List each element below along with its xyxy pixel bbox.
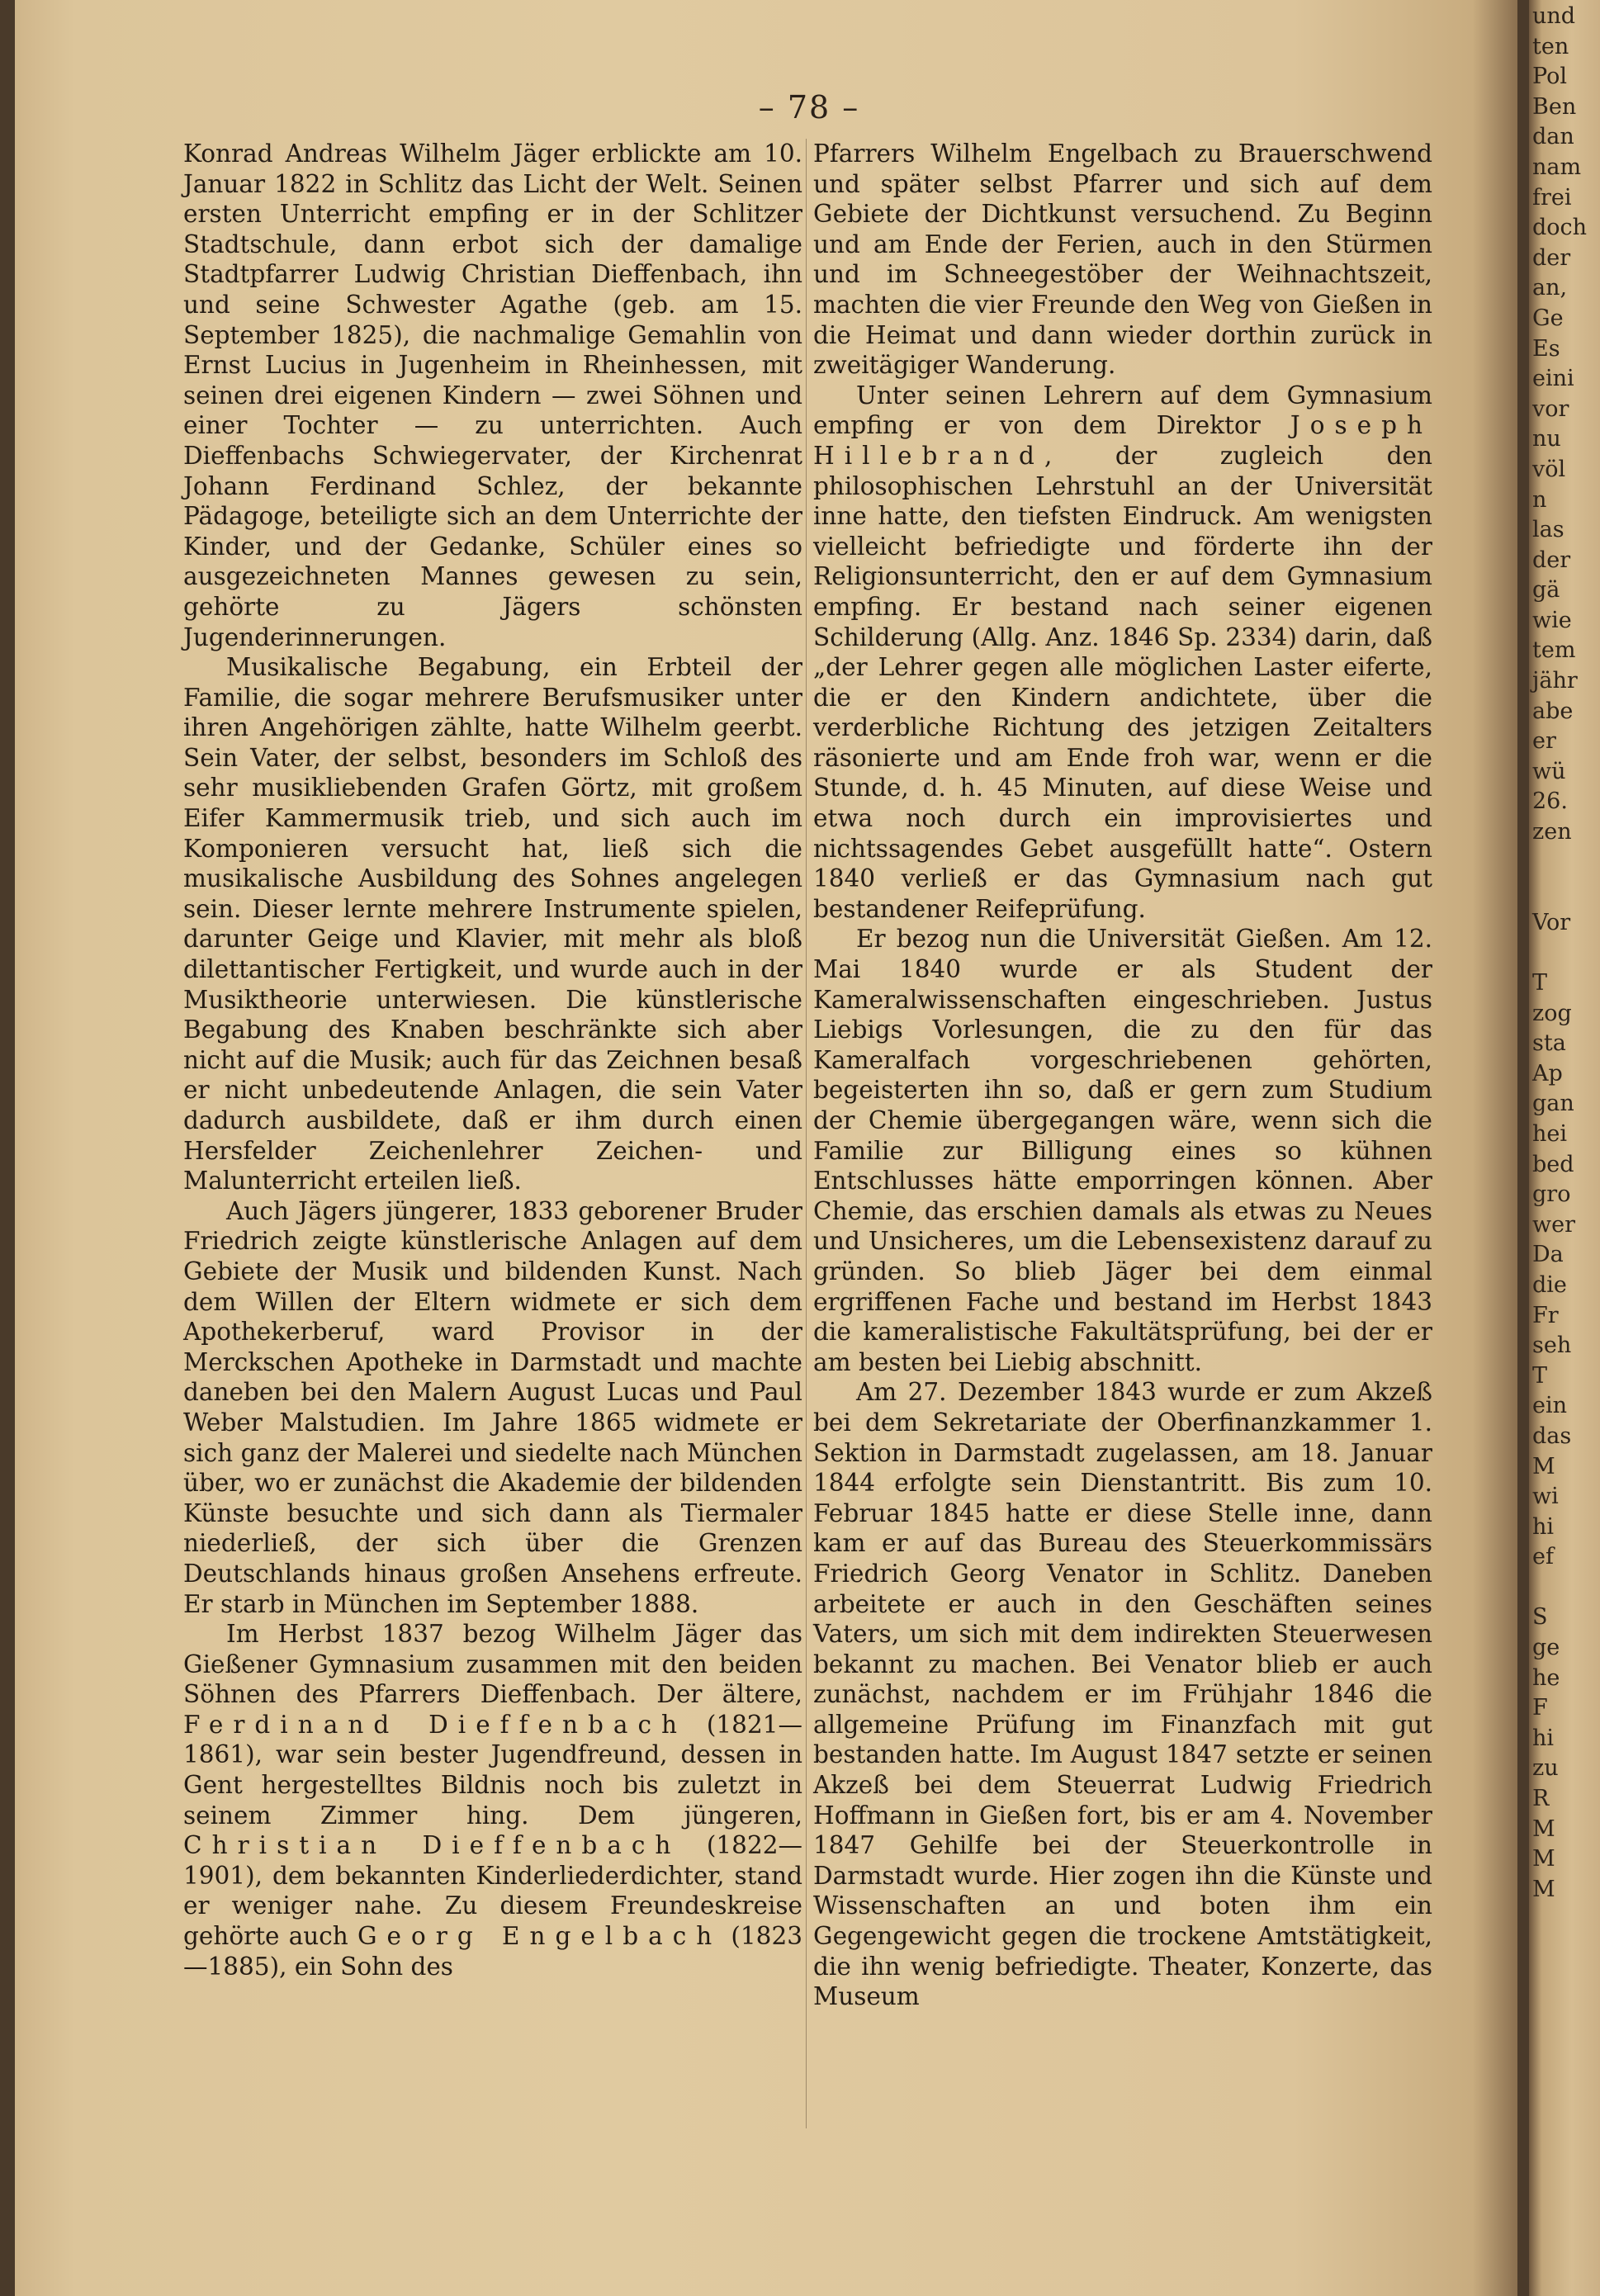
edge-line-fragment: T xyxy=(1532,1362,1548,1389)
edge-line-fragment: an, xyxy=(1532,275,1568,301)
edge-line-fragment: Fr xyxy=(1532,1302,1559,1328)
paragraph-civil-service: Am 27. Dezember 1843 wurde er zum Akzeß bei dem Sekretariate der Oberfinanzkammer 1. Sektion in Darmstadt zugelassen, am 18. Januar 1844 erfolgte sein Dienstantritt. Bis zum 10. Februar 1845 hatte er diese Stelle inne, dann kam er auf das Bureau des Steuerkommissärs Friedrich Georg Venator in Schlitz. Daneben arbeitete er auch in den Geschäften seines Vaters, um sich mit dem indirekten Steuerwesen bekannt zu machen. Bei Venator blieb er auch zunächst, nachdem er im Frühjahr 1846 die allgemeine Prüfung im Finanzfach mit gut bestanden hatte. Im August 1847 setzte er seinen Akzeß bei dem Steuerrat Ludwig Friedrich Hoffmann in Gießen fort, bis er am 4. November 1847 Gehilfe bei der Steuerkontrolle in Darmstadt wurde. Hier zogen ihn die Künste und Wissenschaften an und boten ihm ein Gegengewicht gegen die trockene Amtstätigkeit, die ihn wenig befriedigte. Theater, Konzerte, das Museum xyxy=(813,1378,1432,2011)
column-divider xyxy=(806,139,807,2128)
paragraph-text: (1821—1861), war sein bester Jugendfreund, dessen in Gent hergestelltes Bildnis noch bis zuletzt in seinem Zimmer hing. Dem jüngeren, xyxy=(183,1710,802,1830)
edge-line-fragment: Ge xyxy=(1532,305,1564,331)
edge-line-fragment: die xyxy=(1532,1271,1567,1298)
edge-line-fragment: zog xyxy=(1532,1000,1572,1026)
paragraph-musical-talent: Musikalische Begabung, ein Erbteil der Familie, die sogar mehrere Berufsmusiker unter ihren Angehörigen zählte, hatte Wilhelm geerbt. Sein Vater, der selbst, besonders im Schloß des sehr musikliebenden Grafen Görtz, mit großem Eifer Kammermusik trieb, und sich auch im Komponieren versucht hat, ließ sich die musikalische Ausbildung des Sohnes angelegen sein. Dieser lernte mehrere Instrumente spielen, darunter Geige und Klavier, mit mehr als bloß dilettantischer Fertigkeit, und wurde auch in der Musiktheorie unterwiesen. Die künstlerische Begabung des Knaben beschränkte sich aber nicht auf die Musik; auch für das Zeichnen besaß er nicht unbedeutende Anlagen, die sein Vater dadurch ausbildete, daß er ihm durch einen Hersfelder Zeichenlehrer Zeichen- und Malunterricht erteilen ließ. xyxy=(183,653,802,1195)
edge-line-fragment: hi xyxy=(1532,1725,1555,1751)
adjacent-page-text-fragments xyxy=(1529,2,1600,1905)
edge-line-fragment: vor xyxy=(1532,395,1569,422)
edge-line-fragment: nam xyxy=(1532,154,1582,180)
paragraph-text: (1822—1901), dem bekannten Kinderliederdichter, stand er weniger nahe. Zu diesem Freundeskreise gehörte auch xyxy=(183,1831,802,1951)
paragraph-university: Er bezog nun die Universität Gießen. Am 12. Mai 1840 wurde er als Student der Kameralwissenschaften eingeschrieben. Justus Liebigs Vorlesungen, die zu den für das Kameralfach vorgeschriebenen gehörten, begeisterten ihn so, daß er gern zum Studium der Chemie übergegangen wäre, wenn sich die Familie zur Billigung eines so kühnen Entschlusses hätte emporringen können. Aber Chemie, das erschien damals als etwas zu Neues und Unsicheres, um die Lebensexistenz darauf zu gründen. So blieb Jäger bei dem einmal ergriffenen Fache und bestand im Herbst 1843 die kameralistische Fakultätsprüfung, bei der er am besten bei Liebig abschnitt. xyxy=(813,925,1432,1376)
edge-line-fragment: ge xyxy=(1532,1635,1560,1661)
edge-line-fragment: dan xyxy=(1532,124,1574,150)
edge-line-fragment: n xyxy=(1532,486,1547,513)
edge-line-fragment: hei xyxy=(1532,1120,1568,1147)
edge-line-fragment: doch xyxy=(1532,215,1588,241)
person-name: Joseph Hillebrand xyxy=(813,411,1432,470)
edge-line-fragment: gro xyxy=(1532,1181,1571,1208)
edge-line-fragment: und xyxy=(1532,3,1576,29)
paragraph-text: Unter seinen Lehrern auf dem Gymnasium empfing er von dem Direktor xyxy=(813,381,1432,440)
edge-line-fragment: abe xyxy=(1532,698,1574,724)
paragraph-continuation: Pfarrers Wilhelm Engelbach zu Brauerschwend und später selbst Pfarrer und sich auf dem Gebiete der Dichtkunst versuchend. Zu Beginn und am Ende der Ferien, auch in den Stürmen und im Schneegestöber der Weihnachtszeit, machten die vier Freunde den Weg von Gießen in die Heimat und dann wieder dorthin zurück in zweitägiger Wanderung. xyxy=(813,140,1432,380)
edge-line-fragment: bed xyxy=(1532,1151,1574,1177)
edge-line-fragment: hi xyxy=(1532,1513,1555,1540)
edge-line-fragment: wie xyxy=(1532,607,1572,633)
adjacent-page-edge xyxy=(1529,0,1600,2296)
edge-line-fragment: S xyxy=(1532,1604,1548,1631)
edge-line-fragment: M xyxy=(1532,1846,1555,1872)
edge-line-fragment: 26. xyxy=(1532,788,1568,815)
edge-line-fragment: ein xyxy=(1532,1393,1568,1419)
edge-line-fragment: M xyxy=(1532,1453,1555,1479)
edge-line-fragment: das xyxy=(1532,1423,1572,1449)
edge-line-fragment: er xyxy=(1532,728,1556,755)
edge-line-fragment: zu xyxy=(1532,1755,1559,1782)
edge-line-fragment: ten xyxy=(1532,33,1569,59)
edge-line-fragment: R xyxy=(1532,1786,1550,1812)
edge-line-fragment: Es xyxy=(1532,335,1560,362)
edge-line-fragment: Ap xyxy=(1532,1060,1563,1086)
edge-line-fragment: las xyxy=(1532,517,1564,543)
person-name: Georg Engelbach xyxy=(357,1922,722,1951)
edge-line-fragment: seh xyxy=(1532,1333,1572,1359)
edge-line-fragment: sta xyxy=(1532,1030,1566,1057)
edge-line-fragment xyxy=(1532,938,1600,968)
edge-line-fragment: gan xyxy=(1532,1091,1574,1117)
edge-line-fragment: Da xyxy=(1532,1242,1564,1268)
edge-line-fragment xyxy=(1532,1573,1600,1603)
edge-line-fragment: gä xyxy=(1532,577,1560,604)
person-name: Ferdinand Dieffenbach xyxy=(183,1710,687,1739)
edge-line-fragment: völ xyxy=(1532,456,1566,482)
paragraph-text: , der zugleich den philosophischen Lehrstuhl an der Universität inne hatte, den tiefsten Eindruck. Am wenigsten vielleicht befriedigte und förderte ihn der Religionsunterricht, den er auf dem Gymnasium empfing. Er bestand nach seiner eigenen Schilderung (Allg. Anz. 1846 Sp. 2334) darin, daß „der Lehrer gegen alle möglichen Laster eiferte, die er den Kindern andichtete, über die verderbliche Richtung des jetzigen Zeitalters räsonierte und am Ende froh war, wenn er die Stunde, d. h. 45 Minuten, auf diese Weise und etwa noch durch ein improvisiertes und nichtssagendes Gebet ausgefüllt hatte“. Ostern 1840 verließ er das Gymnasium nach gut bestandener Reifeprüfung. xyxy=(813,441,1432,923)
edge-line-fragment: ef xyxy=(1532,1544,1554,1570)
edge-line-fragment: Vor xyxy=(1532,909,1571,935)
edge-line-fragment: Ben xyxy=(1532,93,1577,120)
edge-line-fragment: M xyxy=(1532,1876,1555,1902)
paragraph-brother-friedrich: Auch Jägers jüngerer, 1833 geborener Bruder Friedrich zeigte künstlerische Anlagen auf dem Gebiete der Musik und bildenden Kunst. Nach dem Willen der Eltern widmete er sich dem Apothekerberuf, ward Provisor in der Merckschen Apotheke in Darmstadt und machte daneben bei den Malern August Lucas und Paul Weber Malstudien. Im Jahre 1865 widmete er sich ganz der Malerei und siedelte nach München über, wo er zunächst die Akademie der bildenden Künste besuchte und sich dann als Tiermaler niederließ, der sich über die Grenzen Deutschlands hinaus großen Ansehens erfreute. Er starb in München im September 1888. xyxy=(183,1196,802,1618)
paragraph-text: (1823—1885), ein Sohn des xyxy=(183,1922,802,1981)
edge-line-fragment: wer xyxy=(1532,1211,1575,1238)
edge-line-fragment: jähr xyxy=(1532,668,1578,694)
edge-line-fragment: he xyxy=(1532,1664,1560,1691)
edge-line-fragment xyxy=(1532,848,1600,878)
edge-line-fragment: F xyxy=(1532,1695,1548,1721)
paragraph-gymnasium-friends xyxy=(183,1619,802,1981)
paragraph-teachers xyxy=(813,381,1432,925)
edge-line-fragment: wü xyxy=(1532,758,1566,784)
edge-line-fragment: eini xyxy=(1532,366,1574,392)
right-column xyxy=(813,139,1432,2137)
edge-line-fragment: tem xyxy=(1532,637,1576,664)
edge-line-fragment: Pol xyxy=(1532,64,1567,90)
edge-line-fragment: zen xyxy=(1532,819,1572,845)
edge-line-fragment: nu xyxy=(1532,426,1561,452)
edge-line-fragment: wi xyxy=(1532,1484,1559,1510)
person-name: Christian Dieffenbach xyxy=(183,1831,681,1860)
edge-line-fragment: der xyxy=(1532,547,1571,573)
left-column xyxy=(183,139,802,2137)
paragraph-text: Im Herbst 1837 bezog Wilhelm Jäger das Gießener Gymnasium zusammen mit den beiden Söhnen des Pfarrers Dieffenbach. Der ältere, xyxy=(183,1620,802,1709)
edge-line-fragment: der xyxy=(1532,244,1571,271)
edge-line-fragment: frei xyxy=(1532,184,1572,211)
edge-line-fragment xyxy=(1532,878,1600,908)
edge-line-fragment: T xyxy=(1532,970,1548,996)
page-number: – 78 – xyxy=(758,89,860,125)
paragraph-birth-and-schooling: Konrad Andreas Wilhelm Jäger erblickte am 10. Januar 1822 in Schlitz das Licht der Welt. Seinen ersten Unterricht empfing er in der Schlitzer Stadtschule, dann erbot sich der damalige Stadtpfarrer Ludwig Christian Dieffenbach, ihn und seine Schwester Agathe (geb. am 15. September 1825), die nachmalige Gemahlin von Ernst Lucius in Jugenheim in Rheinhessen, mit seinen drei eigenen Kindern — zwei Söhnen und einer Tochter — zu unterrichten. Auch Dieffenbachs Schwiegervater, der Kirchenrat Johann Ferdinand Schlez, der bekannte Pädagoge, beteiligte sich an dem Unterrichte der Kinder, und der Gedanke, Schüler eines so ausgezeichneten Mannes gewesen zu sein, gehörte zu Jägers schönsten Jugenderinnerungen. xyxy=(183,140,802,651)
edge-line-fragment: M xyxy=(1532,1815,1555,1842)
